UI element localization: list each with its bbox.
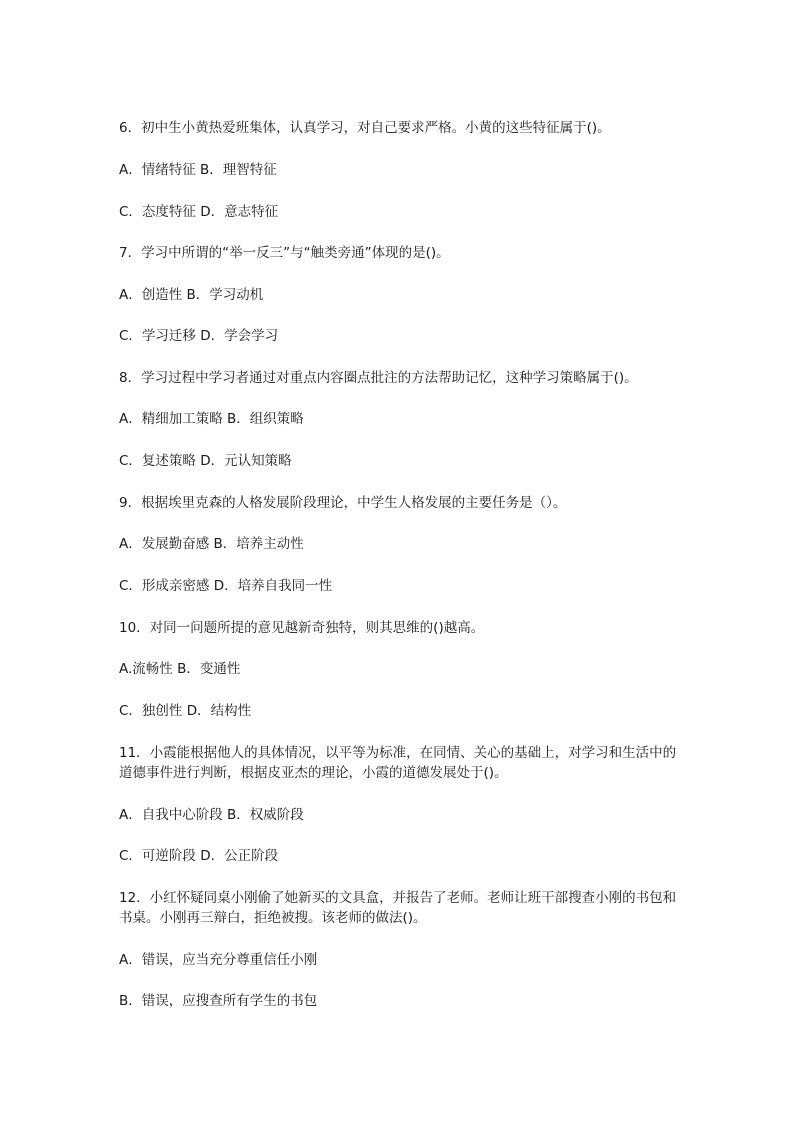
question-6-stem: 6．初中生小黄热爱班集体，认真学习，对自己要求严格。小黄的这些特征属于()。 bbox=[119, 120, 611, 136]
question-11-options-ab: A．自我中心阶段 B．权威阶段 bbox=[119, 807, 304, 823]
question-9-options-cd: C．形成亲密感 D．培养自我同一性 bbox=[119, 578, 333, 594]
question-12-option-a: A．错误，应当充分尊重信任小刚 bbox=[119, 952, 318, 968]
question-6-options-cd: C．态度特征 D．意志特征 bbox=[119, 204, 279, 220]
question-12-option-b: B．错误，应搜查所有学生的书包 bbox=[119, 993, 318, 1009]
question-6-options-ab: A．情绪特征 B．理智特征 bbox=[119, 162, 277, 178]
question-11-options-cd: C．可逆阶段 D．公正阶段 bbox=[119, 848, 279, 864]
question-10-options-ab: A.流畅性 B．变通性 bbox=[119, 661, 241, 677]
question-10-options-cd: C．独创性 D．结构性 bbox=[119, 703, 252, 719]
question-7-options-ab: A．创造性 B．学习动机 bbox=[119, 287, 264, 303]
question-7-stem: 7．学习中所谓的“举一反三”与“触类旁通”体现的是()。 bbox=[119, 245, 450, 261]
question-10-stem: 10．对同一问题所提的意见越新奇独特，则其思维的()越高。 bbox=[119, 620, 485, 636]
question-8-options-cd: C．复述策略 D．元认知策略 bbox=[119, 453, 292, 469]
question-9-options-ab: A．发展勤奋感 B．培养主动性 bbox=[119, 536, 304, 552]
question-9-stem: 9．根据埃里克森的人格发展阶段理论，中学生人格发展的主要任务是（）。 bbox=[119, 495, 567, 511]
question-12-stem: 12．小红怀疑同桌小刚偷了她新买的文具盒，并报告了老师。老师让班干部搜查小刚的书包和书桌。小刚再三辩白，拒绝被搜。该老师的做法()。 bbox=[119, 890, 677, 926]
question-8-stem: 8．学习过程中学习者通过对重点内容圈点批注的方法帮助记忆，这种学习策略属于()。 bbox=[119, 370, 638, 386]
question-8-options-ab: A．精细加工策略 B．组织策略 bbox=[119, 411, 304, 427]
question-11-stem: 11．小霞能根据他人的具体情况，以平等为标准，在同情、关心的基础上，对学习和生活中的道德事件进行判断，根据皮亚杰的理论，小霞的道德发展处于()。 bbox=[119, 745, 677, 781]
question-7-options-cd: C．学习迁移 D．学会学习 bbox=[119, 328, 279, 344]
